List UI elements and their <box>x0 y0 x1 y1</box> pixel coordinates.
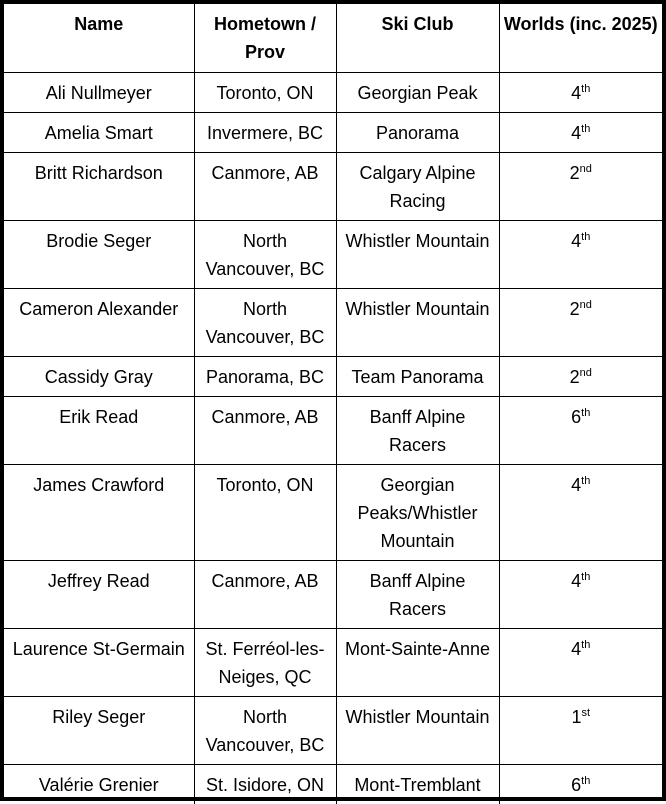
athlete-worlds <box>499 153 662 221</box>
worlds-count: 4 <box>571 571 581 591</box>
athlete-hometown: Toronto, ON <box>194 73 336 113</box>
athlete-name: Britt Richardson <box>4 153 194 221</box>
worlds-count: 4 <box>571 231 581 251</box>
ordinal-suffix: nd <box>580 163 592 175</box>
table-row <box>4 113 662 153</box>
athlete-worlds <box>499 465 662 561</box>
athlete-hometown: Toronto, ON <box>194 465 336 561</box>
athlete-club: Whistler Mountain <box>336 289 499 357</box>
table-row <box>4 765 662 804</box>
athlete-worlds <box>499 765 662 804</box>
ordinal-suffix: nd <box>580 299 592 311</box>
worlds-count: 6 <box>571 407 581 427</box>
athlete-club: Banff Alpine Racers <box>336 561 499 629</box>
athlete-club: Banff Alpine Racers <box>336 397 499 465</box>
table-row <box>4 357 662 397</box>
header-row <box>4 4 662 73</box>
worlds-count: 1 <box>571 707 581 727</box>
ordinal-suffix: th <box>581 475 590 487</box>
athlete-hometown: North Vancouver, BC <box>194 221 336 289</box>
athlete-name: Amelia Smart <box>4 113 194 153</box>
athlete-club: Calgary Alpine Racing <box>336 153 499 221</box>
athlete-hometown: Invermere, BC <box>194 113 336 153</box>
worlds-count: 4 <box>571 639 581 659</box>
athlete-hometown: Canmore, AB <box>194 561 336 629</box>
ordinal-suffix: th <box>581 571 590 583</box>
athlete-club: Panorama <box>336 113 499 153</box>
athlete-hometown: St. Ferréol-les-Neiges, QC <box>194 629 336 697</box>
athlete-worlds <box>499 397 662 465</box>
athlete-name: Riley Seger <box>4 697 194 765</box>
table-row <box>4 697 662 765</box>
athlete-name: Cameron Alexander <box>4 289 194 357</box>
athlete-table <box>4 4 662 804</box>
worlds-count: 2 <box>570 163 580 183</box>
athlete-hometown: Canmore, AB <box>194 397 336 465</box>
worlds-count: 4 <box>571 123 581 143</box>
athlete-club: Georgian Peak <box>336 73 499 113</box>
table-row <box>4 73 662 113</box>
athlete-worlds <box>499 561 662 629</box>
table-row <box>4 221 662 289</box>
athlete-hometown: North Vancouver, BC <box>194 289 336 357</box>
athlete-club: Whistler Mountain <box>336 221 499 289</box>
ordinal-suffix: th <box>581 775 590 787</box>
athlete-worlds <box>499 221 662 289</box>
athlete-name: James Crawford <box>4 465 194 561</box>
athlete-worlds <box>499 697 662 765</box>
athlete-hometown: St. Isidore, ON <box>194 765 336 804</box>
worlds-count: 4 <box>571 83 581 103</box>
athlete-club: Whistler Mountain <box>336 697 499 765</box>
athlete-worlds <box>499 629 662 697</box>
worlds-count: 6 <box>571 775 581 795</box>
athlete-club: Team Panorama <box>336 357 499 397</box>
table-row <box>4 397 662 465</box>
ordinal-suffix: th <box>581 83 590 95</box>
athlete-worlds <box>499 113 662 153</box>
ordinal-suffix: th <box>581 123 590 135</box>
header-worlds: Worlds (inc. 2025) <box>499 4 662 73</box>
table-row <box>4 561 662 629</box>
table-row <box>4 289 662 357</box>
ordinal-suffix: th <box>581 407 590 419</box>
athlete-name: Valérie Grenier <box>4 765 194 804</box>
athlete-club: Mont-Sainte-Anne <box>336 629 499 697</box>
athlete-club: Georgian Peaks/Whistler Mountain <box>336 465 499 561</box>
athlete-name: Erik Read <box>4 397 194 465</box>
athlete-hometown: Panorama, BC <box>194 357 336 397</box>
ordinal-suffix: nd <box>580 367 592 379</box>
athlete-name: Cassidy Gray <box>4 357 194 397</box>
table-row <box>4 465 662 561</box>
athlete-name: Jeffrey Read <box>4 561 194 629</box>
header-name: Name <box>4 4 194 73</box>
header-ski-club: Ski Club <box>336 4 499 73</box>
athlete-name: Brodie Seger <box>4 221 194 289</box>
athlete-worlds <box>499 357 662 397</box>
athlete-worlds <box>499 73 662 113</box>
table-row <box>4 153 662 221</box>
athlete-worlds <box>499 289 662 357</box>
worlds-count: 2 <box>570 299 580 319</box>
ordinal-suffix: st <box>581 707 590 719</box>
worlds-count: 4 <box>571 475 581 495</box>
ordinal-suffix: th <box>581 639 590 651</box>
athlete-club: Mont-Tremblant <box>336 765 499 804</box>
worlds-count: 2 <box>570 367 580 387</box>
ordinal-suffix: th <box>581 231 590 243</box>
table-row <box>4 629 662 697</box>
athlete-hometown: North Vancouver, BC <box>194 697 336 765</box>
athlete-name: Laurence St-Germain <box>4 629 194 697</box>
athlete-hometown: Canmore, AB <box>194 153 336 221</box>
header-hometown: Hometown / Prov <box>194 4 336 73</box>
athlete-name: Ali Nullmeyer <box>4 73 194 113</box>
